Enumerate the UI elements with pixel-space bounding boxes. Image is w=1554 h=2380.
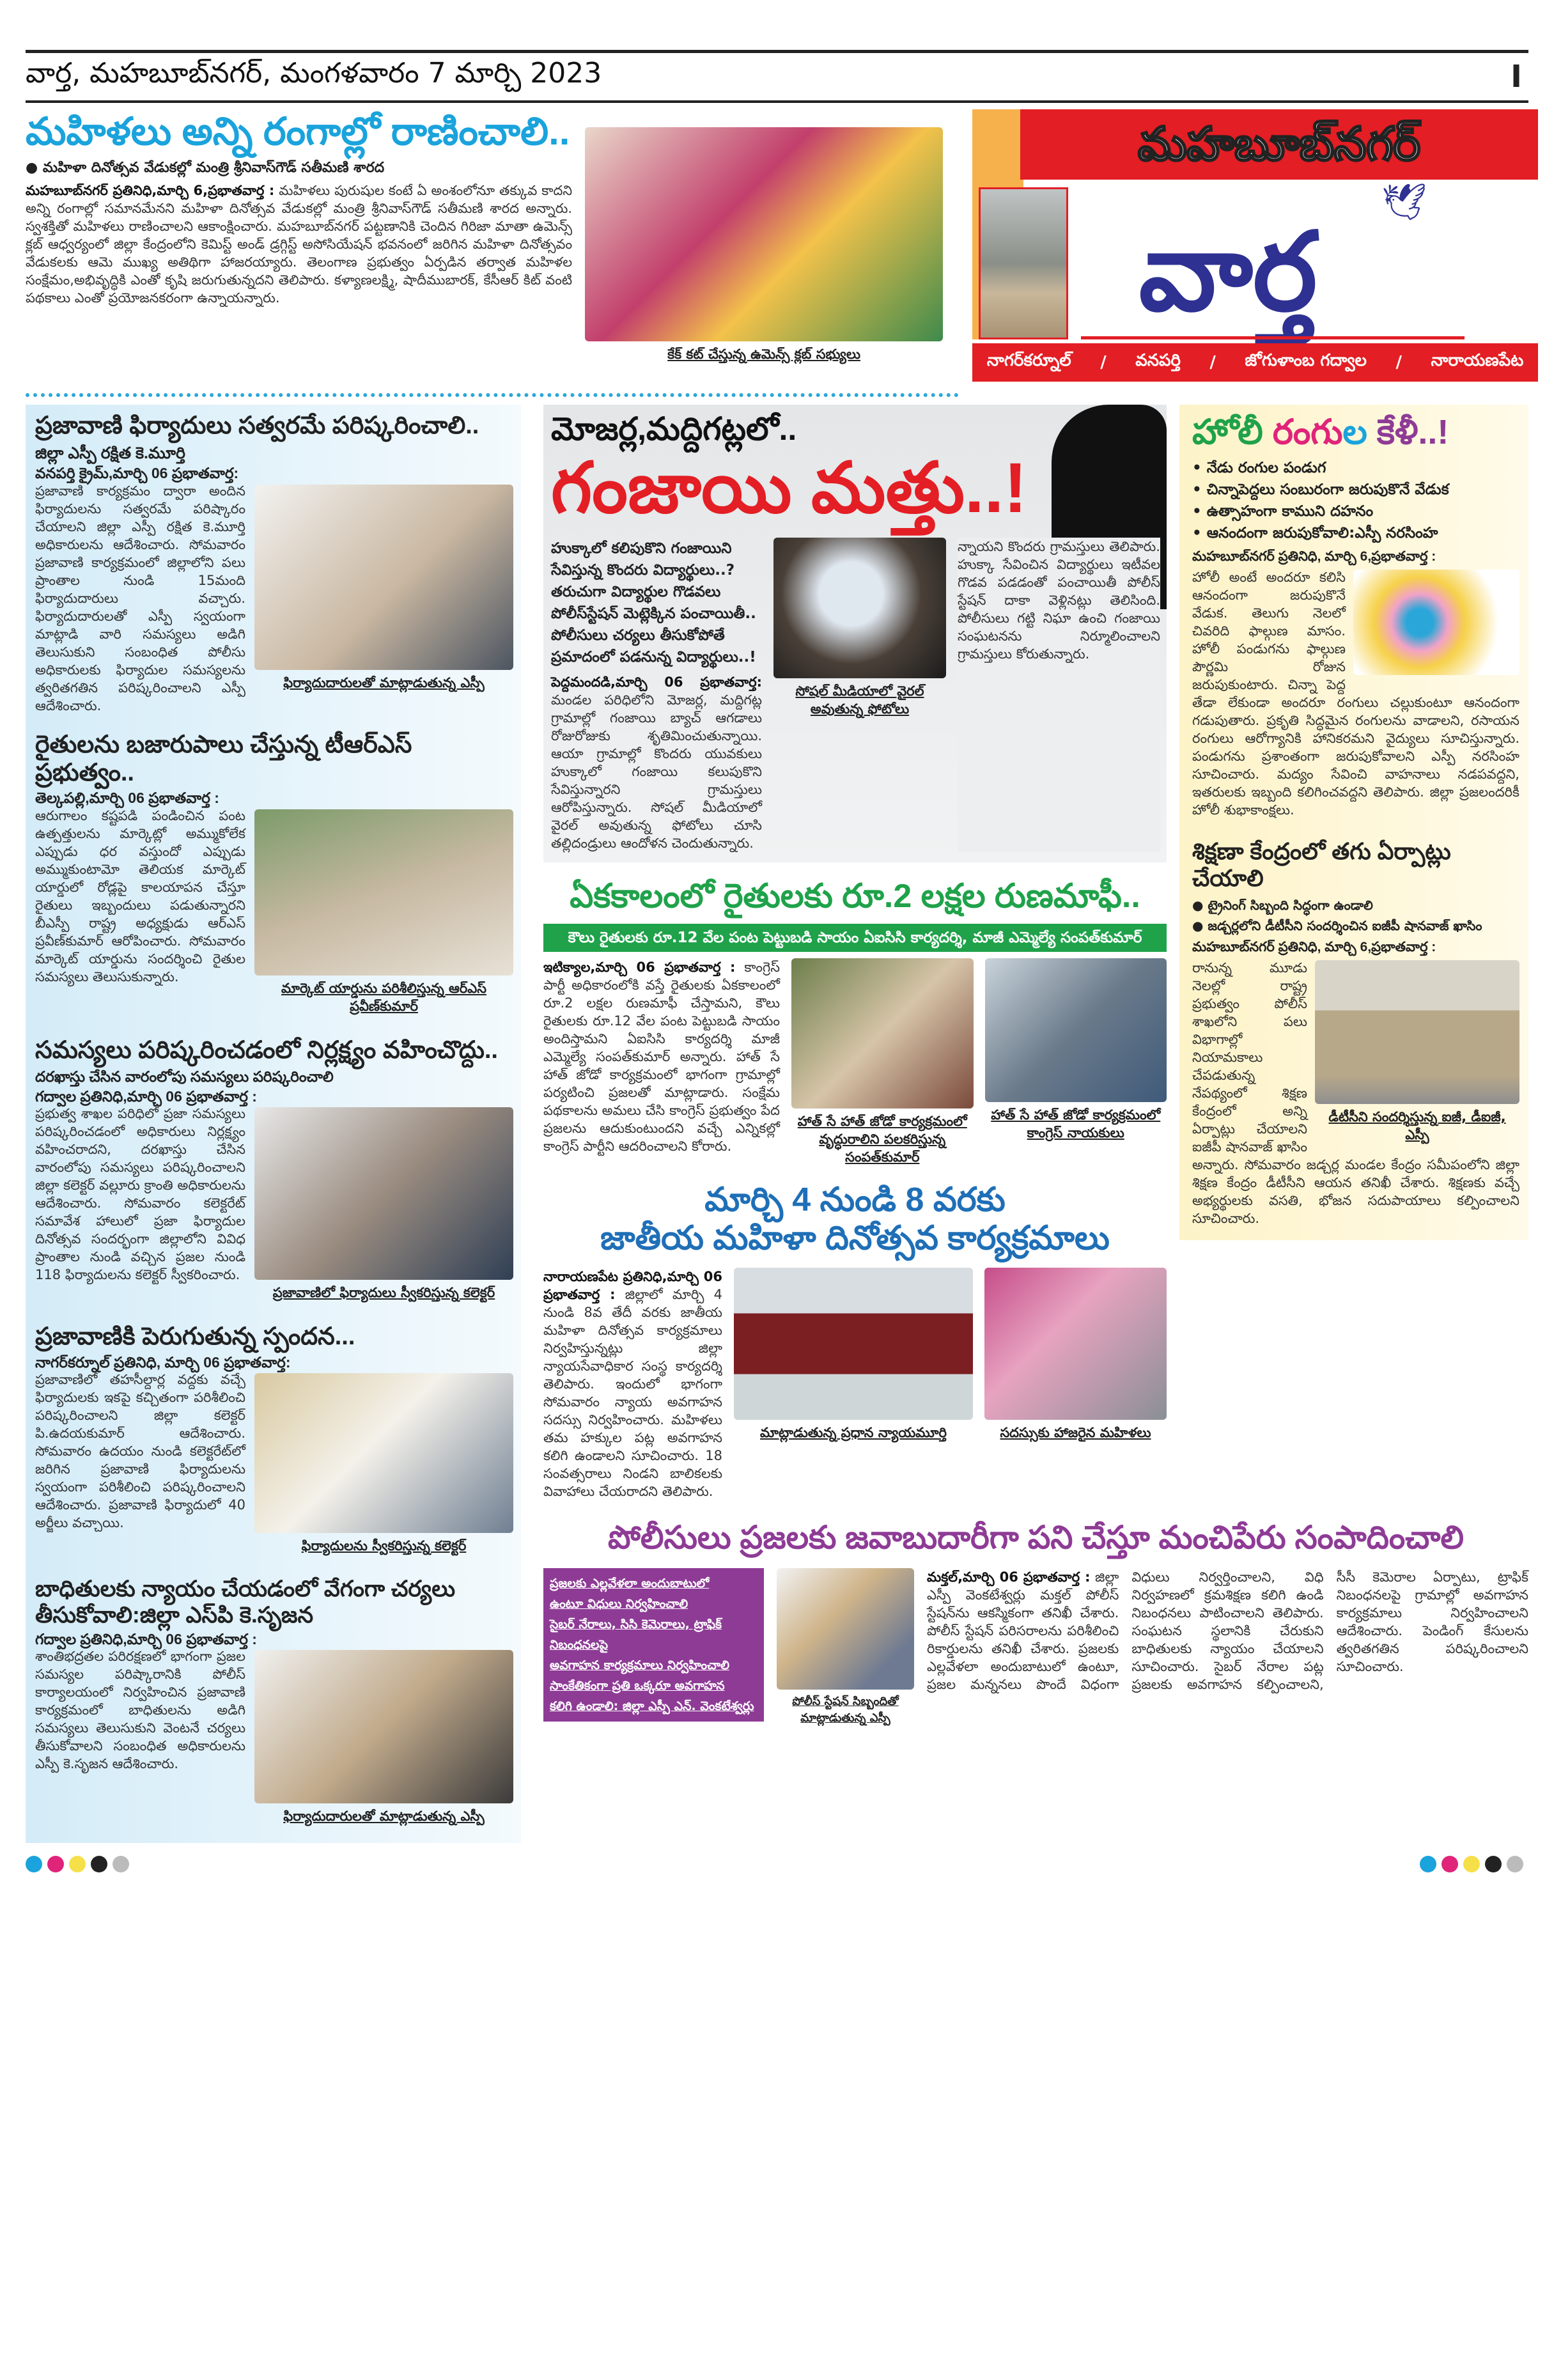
story-headline: ప్రజావాణికి పెరుగుతున్న స్పందన... bbox=[35, 1323, 355, 1351]
district-2: వనపర్తి bbox=[1135, 351, 1181, 370]
masthead-city: మహబూబ్‌నగర్ bbox=[1020, 109, 1538, 180]
story-nagarkurnool bbox=[35, 1323, 513, 1560]
story-body: ప్రజావాణిలో తహసీల్దార్ల వద్దకు వచ్చే ఫిర్యాదులకు ఇకపై కచ్చితంగా పరిశీలించి పరిష్కరించాలని జిల్లా కలెక్టర్ పి.ఉదయకుమార్ ఆదేశించారు. సోమవారం ఉదయం నుండి కలెక్టరేట్‌లో జరిగిన ప్రజావాణి ఫిర్యాదులను స్వయంగా పరిశీలించి పరిష్కరించాలని ఆదేశించారు. ప్రజావాణి ఫిర్యాదులో 40 అర్జీలు వచ్చాయి. bbox=[35, 1372, 245, 1531]
story-caption: ప్రజావాణిలో ఫిర్యాదులు స్వీకరిస్తున్న కలెక్టర్ bbox=[272, 1285, 495, 1301]
title-part: రంగు bbox=[1272, 413, 1343, 451]
shikshana-headline: శిక్షణా కేంద్రంలో తగు ఏర్పాట్లు చేయాలి bbox=[1192, 838, 1451, 891]
holi-headline bbox=[1192, 412, 1519, 452]
story-photo bbox=[254, 1373, 513, 1533]
bullet-text: ట్రైనింగ్ సిబ్బంది సిద్ధంగా ఉండాలి bbox=[1208, 898, 1373, 914]
point: హుక్కాలో కలిపుకొని గంజాయిని సేవిస్తున్న కొందరు విద్యార్థులు..? bbox=[551, 540, 735, 579]
title-part: ల bbox=[1342, 413, 1367, 451]
dateline: నాగర్‌కర్నూల్ ప్రతినిధి, మార్చి 06 ప్రభాతవార్త: bbox=[35, 1353, 291, 1371]
top-story bbox=[26, 109, 943, 384]
dateline: మహబూబ్‌నగర్ ప్రతినిధి,మార్చి 6,ప్రభాతవార్త : bbox=[26, 183, 275, 198]
ganja-feature bbox=[543, 405, 1167, 862]
rythu-photo-2 bbox=[985, 958, 1167, 1102]
story-photo bbox=[254, 485, 513, 670]
rythu-caption-2: హాత్ సే హాత్ జోడో కార్యక్రమంలో కాంగ్రెస్ నాయకులు bbox=[991, 1107, 1161, 1140]
title-part: కేళీ..! bbox=[1376, 413, 1449, 451]
story-caption: మార్కెట్ యార్డును పరిశీలిస్తున్న ఆర్ఎస్ ప్రవీణ్‌కుమార్ bbox=[281, 980, 486, 1014]
story-photo bbox=[254, 1650, 513, 1803]
holi-bullets bbox=[1192, 457, 1519, 544]
bullet: • ఆనందంగా జరుపుకోవాలి:ఎస్పీ నరసింహ bbox=[1192, 525, 1438, 542]
rythu-story bbox=[543, 878, 1167, 1166]
body-text: కాంగ్రెస్ పార్టీ అధికారంలోకి వస్తే రైతులకు ఏకకాలంలో రూ.2 లక్షల రుణమాఫీ చేస్తామని, కౌలు రైతులకు రూ.12 వేల పంట పెట్టుబడి సాయం అందిస్తామని ఏఐసిసి కార్యదర్శి మాజీ ఎమ్మెల్యే సంపత్‌కుమార్ అన్నారు. హాత్ సే హాత్ జోడో కార్యక్రమంలో భాగంగా గ్రామాల్లో పర్యటించి ప్రజలతో మాట్లాడారు. సంక్షేమ పథకాలను అమలు చేసి కాంగ్రెస్ ప్రభుత్వం పేద ప్రజలను ఆదుకుంటుందని వచ్చే ఎన్నికల్లో కాంగ్రెస్ పార్టీని ఆదరించాలని కోరారు. bbox=[543, 959, 780, 1154]
police-highlights-box bbox=[543, 1568, 764, 1722]
rythu-photo-1 bbox=[791, 958, 974, 1108]
police-body bbox=[927, 1568, 1528, 1727]
bullet-text: మహిళా దినోత్సవ వేడుకల్లో మంత్రి శ్రీనివాస్‌గౌడ్ సతీమణి శారద bbox=[42, 160, 385, 176]
story-caption: ఫిర్యాదుదారులతో మాట్లాడుతున్న ఎస్పీ bbox=[283, 1808, 485, 1824]
dam-photo bbox=[979, 187, 1068, 339]
body-text: జిల్లాలో మార్చి 4 నుండి 8వ తేదీ వరకు జాతీయ మహిళా దినోత్సవ కార్యక్రమాలు నిర్వహిస్తున్నట్లు జిల్లా న్యాయసేవాధికార సంస్థ కార్యదర్శి తెలిపారు. ఇందులో భాగంగా సోమవారం న్యాయ అవగాహన సదస్సు నిర్వహించారు. మహిళలు తమ హక్కుల పట్ల అవగాహన కలిగి ఉండాలని సూచించారు. 18 సంవత్సరాలు నిండని బాలికలకు వివాహాలు చేయరాదని తెలిపారు. bbox=[543, 1287, 722, 1500]
masthead bbox=[972, 109, 1528, 384]
ganja-body bbox=[551, 673, 762, 852]
story-headline: సమస్యలు పరిష్కరించడంలో నిర్లక్ష్యం వహించొద్దు.. bbox=[35, 1036, 498, 1064]
shikshana-bullets bbox=[1192, 895, 1519, 936]
ganja-caption: సోషల్ మీడియాలో వైరల్ అవుతున్న ఫోటోలు bbox=[795, 683, 924, 717]
holi-dateline: మహబూబ్‌నగర్ ప్రతినిధి, మార్చి 6,ప్రభాతవార్త : bbox=[1192, 549, 1436, 564]
dateline: వనపర్తి క్రైమ్,మార్చి 06 ప్రభాతవార్త: bbox=[35, 465, 239, 482]
bullet: • నేడు రంగుల పండుగ bbox=[1192, 460, 1326, 477]
highlight: ఉంటూ విధులు నిర్వహించాలి bbox=[550, 1596, 688, 1611]
holi-colors-image bbox=[1353, 570, 1519, 675]
left-column bbox=[26, 405, 521, 1843]
story-body: ప్రజావాణి కార్యక్రమం ద్వారా అందిన ఫిర్యాదులను సత్వరమే పరిష్కారం చేయాలని జిల్లా ఎస్పీ రక్షిత కె.మూర్తి అధికారులను ఆదేశించారు. సోమవారం ప్రజావాణి కార్యక్రమంలో జిల్లాలోని పలు ప్రాంతాల నుండి 15మంది ఫిర్యాదుదారులు వచ్చారు. ఫిర్యాదుదారులతో ఎస్పీ స్వయంగా మాట్లాడి వారి సమస్యలు అడిగి తెలుసుకుని సంబంధిత పోలీసు అధికారులకు ఫిర్యాదుల సమస్యలను త్వరితగతిన పరిష్కరించాలని ఎస్పీ ఆదేశించారు. bbox=[35, 483, 245, 713]
holi-body: హోలీ అంటే అందరూ కలిసి ఆనందంగా జరుపుకొనే వేడుక. తెలుగు నెలలో చివరిది ఫాల్గుణ మాసం. హోలీ పండుగను ఫాల్గుణ పౌర్ణమి రోజున జరుపుకుంటారు. చిన్నా పెద్ద తేడా లేకుండా అందరూ రంగులు చల్లుకుంటూ ఆనందంగా గడుపుతారు. ప్రకృతి సిద్ధమైన రంగులను వాడాలని, రసాయన రంగులు ఆరోగ్యానికి హానికరమని వైద్యులు సూచిస్తున్నారు. పండుగను ప్రశాంతంగా జరుపుకోవాలని ఎస్పీ నరసింహ సూచించారు. మద్యం సేవించి వాహనాలు నడపవద్దని, ఇతరులకు ఇబ్బంది కలిగించవద్దని తెలిపారు. జిల్లా ప్రజలందరికీ హోలీ శుభాకాంక్షలు. bbox=[1192, 570, 1519, 818]
rythu-banner: కౌలు రైతులకు రూ.12 వేల పంట పెట్టుబడి సాయం ఏఐసిసి కార్యదర్శి, మాజీ ఎమ్మెల్యే సంపత్‌కుమార్ bbox=[543, 924, 1167, 952]
story-sp-gadwal bbox=[35, 1576, 513, 1830]
story-headline: బాధితులకు న్యాయం చేయడంలో వేగంగా చర్యలు తీసుకోవాలి:జిల్లా ఎస్‌పి కె.సృజన bbox=[35, 1576, 456, 1628]
dateline: నారాయణపేట ప్రతినిధి,మార్చి 06 ప్రభాతవార్త : bbox=[543, 1269, 722, 1303]
story-body: శాంతిభద్రతల పరిరక్షణలో భాగంగా ప్రజల సమస్యల పరిష్కారానికి పోలీస్ కార్యాలయంలో నిర్వహించిన ప్రజావాణి కార్యక్రమంలో బాధితులను అడిగి సమస్యలు తెలుసుకుని వెంటనే చర్యలు తీసుకోవాలని సంబంధిత అధికారులను ఎస్పీ కె.సృజన ఆదేశించారు. bbox=[35, 1649, 245, 1772]
mahila-story bbox=[543, 1181, 1167, 1501]
top-story-body bbox=[26, 182, 572, 307]
dateline: ఇటిక్యాల,మార్చి 06 ప్రభాతవార్త : bbox=[543, 959, 736, 975]
story-photo bbox=[254, 1107, 513, 1280]
ganja-kicker: మోజర్ల,మద్దిగట్లలో.. bbox=[551, 411, 797, 447]
police-caption: పోలీస్ స్టేషన్ సిబ్బందితో మాట్లాడుతున్న ఎస్పీ bbox=[792, 1694, 899, 1725]
mahila-photo-1 bbox=[734, 1268, 973, 1420]
highlight: ప్రజలకు ఎల్లవేళలా అందుబాటులో bbox=[550, 1576, 710, 1591]
headline-line-2: జాతీయ మహిళా దినోత్సవ కార్యక్రమాలు bbox=[600, 1219, 1110, 1257]
story-body: ఆరుగాలం కష్టపడి పండించిన పంట ఉత్పత్తులను మార్కెట్లో అమ్ముకోలేక ఎప్పుడు ధర వస్తుందో ఎప్పుడు అమ్ముకుంటామో తెలియక మార్కెట్ యార్డులో రోడ్లపై కాలయాపన చేస్తూ రైతులు ఇబ్బందులు పడుతున్నారని బీఎస్పీ రాష్ట్ర అధ్యక్షుడు ఆర్ఎస్ ప్రవీణ్‌కుమార్ ఆరోపించారు. సోమవారం మార్కెట్ యార్డును సందర్శించి రైతుల సమస్యలు తెలుసుకున్నారు. bbox=[35, 807, 245, 984]
mahila-caption-1: మాట్లాడుతున్న ప్రధాన న్యాయమూర్తి bbox=[760, 1425, 947, 1441]
bullet-text: నేడు రంగుల పండుగ bbox=[1206, 460, 1326, 477]
dateline: తెల్కపల్లి,మార్చి 06 ప్రభాతవార్త : bbox=[35, 789, 219, 807]
story-farmers bbox=[35, 731, 513, 1020]
highlight: సాంకేతికంగా ప్రతి ఒక్కరూ అవగాహన bbox=[550, 1678, 725, 1693]
dove-icon: 🕊 bbox=[1381, 182, 1427, 223]
dateline: పెద్దమందడి,మార్చి 06 ప్రభాతవార్త: bbox=[551, 674, 762, 690]
shikshana-caption: డీటీసీని సందర్శిస్తున్న ఐజీ, డీఐజీ, ఎస్పీ bbox=[1328, 1109, 1506, 1143]
ganja-points bbox=[551, 538, 762, 668]
police-story bbox=[543, 1520, 1528, 1727]
color-registration bbox=[26, 1856, 1528, 1875]
mahila-caption-2: సదస్సుకు హాజరైన మహిళలు bbox=[1000, 1425, 1151, 1441]
top-story-headline: మహిళలు అన్ని రంగాల్లో రాణించాలి.. bbox=[26, 110, 570, 153]
page-marker: I bbox=[1511, 59, 1522, 95]
story-caption: ఫిర్యాదుదారులతో మాట్లాడుతున్న ఎస్పీ bbox=[283, 674, 485, 690]
rythu-caption-1: హాత్ సే హాత్ జోడో కార్యక్రమంలో వృద్ధురాలిని పలకరిస్తున్న సంపత్‌కుమార్ bbox=[797, 1113, 967, 1165]
point: పోలీస్‌స్టేషన్ మెట్లెక్కిన పంచాయితీ.. bbox=[551, 605, 756, 622]
body-text: మహిళలు పురుషుల కంటే ఏ అంశంలోనూ తక్కువ కాదని అన్ని రంగాల్లో సమానమేనని మహిళా దినోత్సవ వేడుకల్లో మంత్రి శ్రీనివాస్‌గౌడ్ సతీమణి శారద అన్నారు. స్వశక్తితో మహిళలు రాణించాలని ఆకాంక్షించారు. మహబూబ్‌నగర్ పట్టణానికి చెందిన గిరిజా మాతా ఉమెన్స్ క్లబ్ ఆధ్వర్యంలో జిల్లా కేంద్రంలోని కెమిస్ట్ అండ్ డ్రగ్గిస్ట్ అసోసియేషన్ భవనంలో జరిగిన మహిళా దినోత్సవం వేడుకలకు ఆమె ముఖ్య అతిథిగా హాజరయ్యారు. తెలంగాణ ప్రభుత్వం ఏర్పడిన తర్వాత మహిళల సంక్షేమం,అభివృద్ధికి ఎంతో కృషి జరుగుతున్నదని తెలిపారు. కళ్యాణలక్ష్మి, షాదీముబారక్, కేసీఆర్ కిట్ వంటి పథకాలు ఎంతో ప్రయోజనకరంగా ఉన్నాయన్నారు. bbox=[26, 183, 573, 306]
bullet-text: చిన్నాపెద్దలు సంబురంగా జరుపుకొనే వేడుక bbox=[1206, 481, 1449, 499]
ganja-headline: గంజాయి మత్తు..! bbox=[551, 448, 1027, 527]
body-text: జిల్లా ఎస్పీ వెంకటేశ్వర్లు మక్తల్ పోలీస్ స్టేషన్‌ను ఆకస్మికంగా తనిఖీ చేశారు. పోలీస్ స్టేషన్ పరిసరాలను పరిశీలించి రికార్డులను తనిఖీ చేశారు. ప్రజలకు ఎల్లవేళలా అందుబాటులో ఉంటూ, ప్రజల మన్ననలు పొందే విధంగా విధులు నిర్వర్తించాలని, విధి నిర్వహణలో క్రమశిక్షణ కలిగి ఉండి నిబంధనలు పాటించాలని తెలిపారు. సంఘటన స్థలానికి చేరుకుని బాధితులకు న్యాయం చేయాలని సూచించారు. సైబర్ నేరాల పట్ల ప్రజలకు అవగాహన కల్పించాలని, సీసీ కెమెరాల ఏర్పాటు, ట్రాఫిక్ నిబంధనలపై గ్రామాల్లో అవగాహన కార్యక్రమాలు నిర్వహించాలని ఆదేశించారు. పెండింగ్ కేసులను త్వరితగతిన పరిష్కరించాలని సూచించారు. bbox=[927, 1569, 1528, 1692]
highlight: అవగాహన కార్యక్రమాలు నిర్వహించాలి bbox=[550, 1658, 730, 1672]
dateline: గద్వాల ప్రతినిధి,మార్చి 06 ప్రభాతవార్త : bbox=[35, 1087, 257, 1105]
color-registration-right bbox=[1420, 1856, 1528, 1875]
story-caption: ఫిర్యాదులను స్వీకరిస్తున్న కలెక్టర్ bbox=[301, 1538, 467, 1554]
story-headline: ప్రజావాణి ఫిర్యాదులు సత్వరమే పరిష్కరించాలి.. bbox=[35, 412, 479, 439]
dateline: గద్వాల ప్రతినిధి,మార్చి 06 ప్రభాతవార్త : bbox=[35, 1630, 257, 1647]
rythu-body bbox=[543, 958, 780, 1166]
mahila-headline bbox=[543, 1181, 1167, 1258]
highlight: కలిగి ఉండాలి: జిల్లా ఎస్పీ ఎన్. వెంకటేశ్వర్లు bbox=[550, 1699, 754, 1713]
rythu-headline: ఏకకాలంలో రైతులకు రూ.2 లక్షల రుణమాఫీ.. bbox=[570, 878, 1140, 915]
story-collector-gadwal bbox=[35, 1037, 513, 1307]
bullet: ● జడ్చర్లలోని డీటీసీని సందర్శించిన ఐజీపీ షానవాజ్ ఖాసిం bbox=[1192, 918, 1482, 934]
color-registration-left bbox=[26, 1856, 134, 1875]
top-story-caption: కేక్ కట్ చేస్తున్న ఉమెన్స్ క్లబ్ సభ్యులు bbox=[667, 346, 860, 362]
bullet-text: ఉత్సాహంగా కాముని దహనం bbox=[1206, 503, 1374, 520]
mahila-photo-2 bbox=[984, 1268, 1167, 1420]
story-headline: రైతులను బజారుపాలు చేస్తున్న టీఆర్ఎస్ ప్రభుత్వం.. bbox=[35, 731, 412, 786]
district-strip: నాగర్‌కర్నూల్ / వనపర్తి / జోగుళాంబ గద్వాల / నారాయణపేట bbox=[972, 343, 1538, 382]
story-subhead: జిల్లా ఎస్పీ రక్షిత కె.మూర్తి bbox=[35, 444, 185, 462]
title-part: హోలీ bbox=[1192, 413, 1263, 451]
dotted-divider bbox=[26, 393, 959, 397]
district-1: నాగర్‌కర్నూల్ bbox=[986, 351, 1071, 370]
bullet: • చిన్నాపెద్దలు సంబురంగా జరుపుకొనే వేడుక bbox=[1192, 481, 1449, 499]
story-prajavani bbox=[35, 412, 513, 715]
header-rule bbox=[26, 100, 1528, 103]
story-photo bbox=[254, 809, 513, 976]
hookah-photo bbox=[773, 538, 946, 678]
point: తరుచుగా విద్యార్థుల గొడవలు bbox=[551, 584, 721, 600]
story-subhead: దరఖాస్తు చేసిన వారంలోపు సమస్యలు పరిష్కరించాలి bbox=[35, 1068, 334, 1085]
bullet-text: ఆనందంగా జరుపుకోవాలి:ఎస్పీ నరసింహ bbox=[1206, 525, 1438, 542]
shikshana-dateline: మహబూబ్‌నగర్ ప్రతినిధి, మార్చి 6,ప్రభాతవార్త : bbox=[1192, 940, 1436, 955]
page-dateline: వార్త, మహబూబ్‌నగర్, మంగళవారం 7 మార్చి 2023 bbox=[26, 57, 602, 89]
body-text: మండల పరిధిలోని మోజర్ల, మద్దిగట్ల గ్రామాల్లో గంజాయి బ్యాచ్ ఆగడాలు రోజురోజుకు శృతిమించుతున్నాయి. ఆయా గ్రామాల్లో కొందరు యువకులు హుక్కాలో గంజాయి కలుపుకొని సేవిస్తున్నారని గ్రామస్తులు ఆరోపిస్తున్నారు. సోషల్ మీడియాలో వైరల్ అవుతున్న ఫోటోలు చూసి తల్లిదండ్రులు ఆందోళన చెందుతున్నారు. bbox=[551, 692, 762, 851]
story-body: ప్రభుత్వ శాఖల పరిధిలో ప్రజా సమస్యలు పరిష్కరించడంలో అధికారులు నిర్లక్ష్యం వహించరాదని, దరఖాస్తు చేసిన వారంలోపు సమస్యలు పరిష్కరించాలని జిల్లా కలెక్టర్ వల్లూరు క్రాంతి అధికారులను ఆదేశించారు. సోమవారం కలెక్టరేట్ సమావేశ హాలులో ప్రజా ఫిర్యాదుల దినోత్సవ సందర్భంగా జిల్లాలోని వివిధ ప్రాంతాల నుండి వచ్చిన ప్రజల నుండి 118 ఫిర్యాదులను కలెక్టర్ స్వీకరించారు. bbox=[35, 1106, 245, 1283]
district-4: నారాయణపేట bbox=[1431, 351, 1524, 370]
dateline: మక్తల్,మార్చి 06 ప్రభాతవార్త : bbox=[927, 1569, 1091, 1585]
bullet: • ఉత్సాహంగా కాముని దహనం bbox=[1192, 503, 1374, 520]
shikshana-body: రానున్న మూడు నెలల్లో రాష్ట్ర ప్రభుత్వం పోలీస్ శాఖలోని పలు విభాగాల్లో నియామకాలు చేపడుతున్న నేపథ్యంలో శిక్షణ కేంద్రంలో అన్ని ఏర్పాట్లు చేయాలని ఐజీపీ షానవాజ్ ఖాసిం అన్నారు. సోమవారం జడ్చర్ల మండల కేంద్రం సమీపంలోని జిల్లా శిక్షణ కేంద్రం డీటీసీని ఆయన తనిఖీ చేశారు. శిక్షణకు వచ్చే అభ్యర్థులకు వసతి, భోజన సదుపాయాలు కల్పించాలని సూచించారు. bbox=[1192, 960, 1519, 1227]
police-headline: పోలీసులు ప్రజలకు జవాబుదారీగా పని చేస్తూ మంచిపేరు సంపాదించాలి bbox=[607, 1520, 1465, 1556]
point: ప్రమాదంలో పడనున్న విద్యార్థులు..! bbox=[551, 649, 756, 665]
point: పోలీసులు చర్యలు తీసుకోపోతే bbox=[551, 627, 725, 644]
mahila-body bbox=[543, 1268, 722, 1500]
top-story-bullet: ● మహిళా దినోత్సవ వేడుకల్లో మంత్రి శ్రీనివాస్‌గౌడ్ సతీమణి శారద bbox=[26, 160, 385, 176]
highlight: సైబర్ నేరాలు, సిసి కెమెరాలు, ట్రాఫిక్ నిబంధనలపై bbox=[550, 1617, 722, 1652]
women-club-photo bbox=[585, 127, 943, 341]
ganja-body-col3: న్నాయని కొందరు గ్రామస్తులు తెలిపారు. హుక్కా సేవించిన విద్యార్థులు ఇటీవల గొడవ పడడంతో పంచాయితీ పోలీస్ స్టేషన్ దాకా వెళ్లినట్లు తెలిసింది. పోలీసులు గట్టి నిఘా ఉంచి గంజాయి సంఘటనను నిర్మూలించాలని గ్రామస్తులు కోరుతున్నారు. bbox=[958, 538, 1160, 852]
district-3: జోగుళాంబ గద్వాల bbox=[1245, 351, 1367, 370]
masthead-logo: వార్త bbox=[1138, 212, 1317, 333]
bullet-text: జడ్చర్లలోని డీటీసీని సందర్శించిన ఐజీపీ షానవాజ్ ఖాసిం bbox=[1208, 918, 1482, 934]
headline-line-1: మార్చి 4 నుండి 8 వరకు bbox=[704, 1181, 1006, 1218]
dtc-visit-photo bbox=[1315, 960, 1519, 1104]
bullet: ● ట్రైనింగ్ సిబ్బంది సిద్ధంగా ఉండాలి bbox=[1192, 898, 1373, 914]
page-header bbox=[26, 0, 1528, 103]
right-column bbox=[1179, 405, 1528, 1240]
police-station-photo bbox=[777, 1568, 914, 1690]
